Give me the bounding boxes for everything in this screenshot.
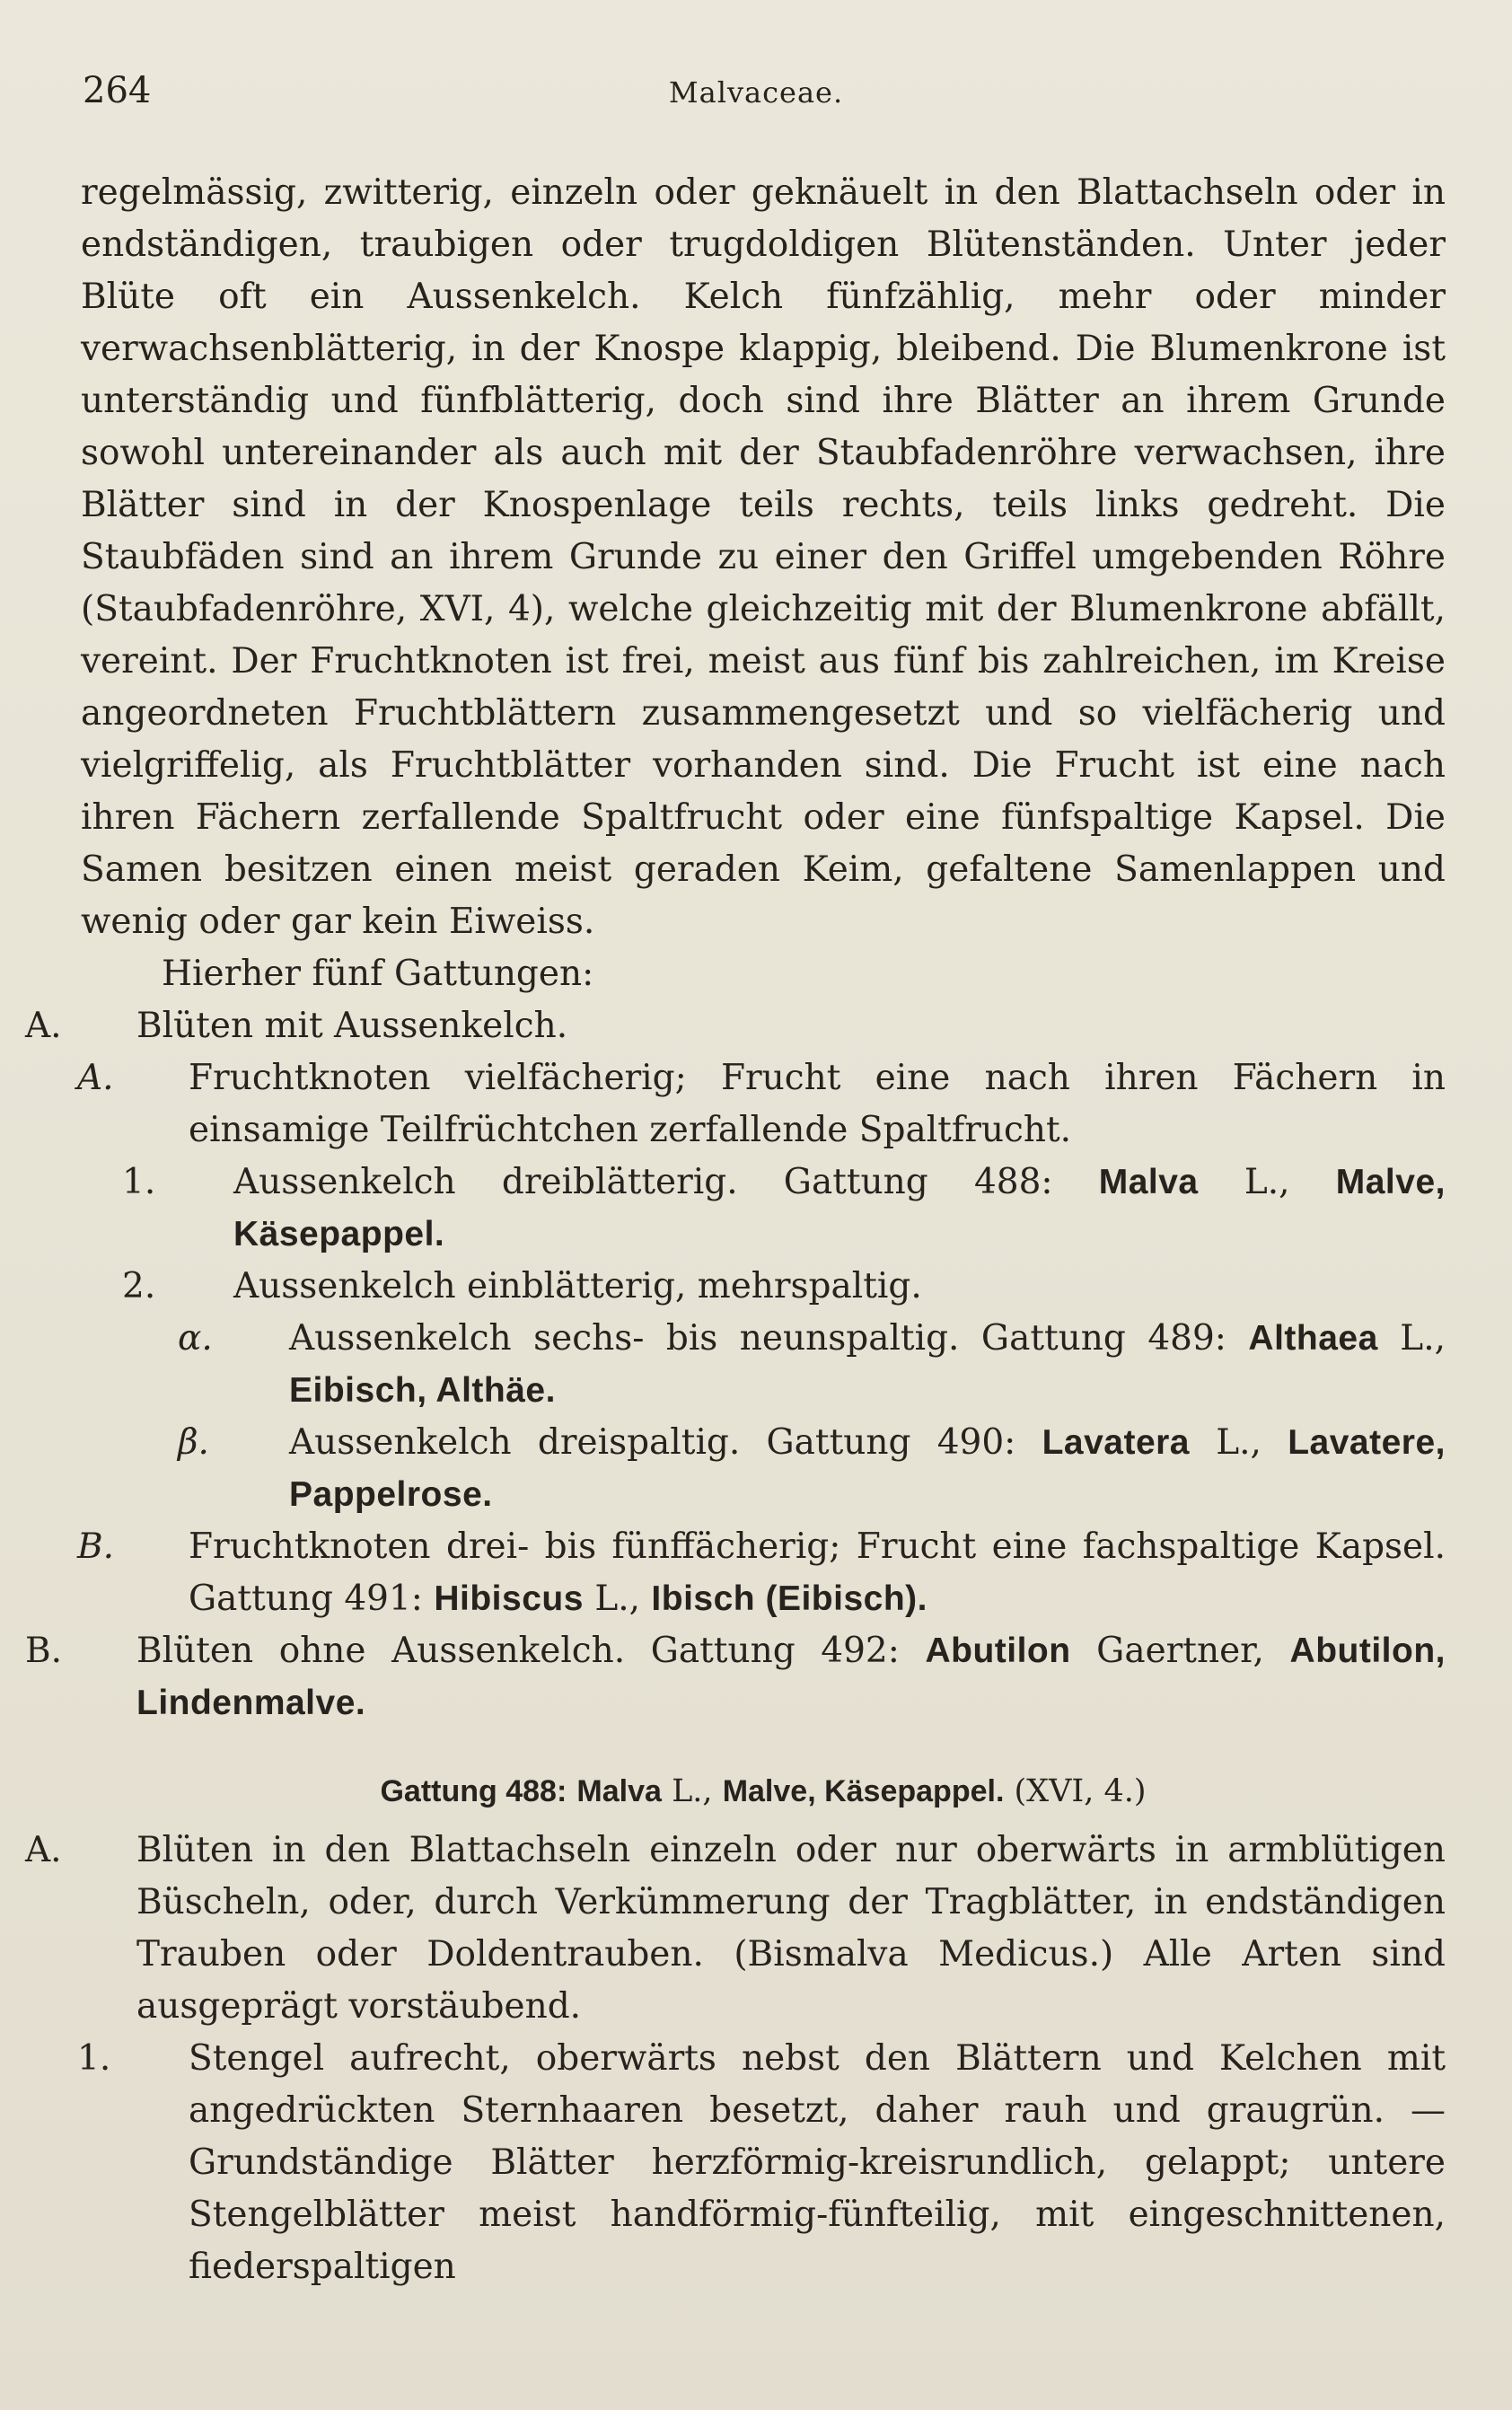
key-label-beta: β. xyxy=(178,1422,209,1463)
common-name-abutilon: Abutilon, Lindenmalve. xyxy=(136,1632,1446,1722)
key-entry-2 xyxy=(122,1261,1446,1313)
author-althaea: L., xyxy=(1400,1318,1446,1359)
species-key-text-1: Stengel aufrecht, oberwärts nebst den Blättern und Kelchen mit angedrückten Sternhaaren besetzt, daher rauh und graugrün. — Grundständige Blätter herzförmig-kreisrundlich, gelappt; untere Stengelblätter meist handförmig-fünfteilig, mit eingeschnittenen, fiederspaltigen xyxy=(189,2038,1446,2287)
key-text-B: Blüten ohne Aussenkelch. Gattung 492: xyxy=(136,1631,900,1671)
species-key-entry-A xyxy=(25,1825,1446,2033)
section-heading xyxy=(81,1765,1446,1817)
author-lavatera: L., xyxy=(1216,1422,1261,1463)
section-gattung-label: Gattung 488: xyxy=(380,1774,567,1808)
author-abutilon: Gaertner, xyxy=(1096,1631,1264,1671)
species-key-label-1: 1. xyxy=(77,2038,111,2079)
key-entry-alpha xyxy=(178,1313,1446,1417)
common-name-malva: Malve, Käsepappel. xyxy=(233,1163,1446,1253)
key-entry-B1 xyxy=(77,1521,1446,1625)
key-text-A: Blüten mit Aussenkelch. xyxy=(136,1006,568,1046)
intro-paragraph: regelmässig, zwitterig, einzeln oder geknäuelt in den Blattachseln oder in endständigen, traubigen oder trugdoldigen Blütenständen. Unter jeder Blüte oft ein Aussenkelch. Kelch fünfzählig, mehr oder minder verwachsenblätterig, in der Knospe klappig, bleibend. Die Blumenkrone ist unterständig und fünfblätterig, doch sind ihre Blätter an ihrem Grunde sowohl untereinander als auch mit der Staubfadenröhre verwachsen, ihre Blätter sind in der Knospenlage teils rechts, teils links gedreht. Die Staubfäden sind an ihrem Grunde zu einer den Griffel umgebenden Röhre (Staubfadenröhre, XVI, 4), welche gleichzeitig mit der Blumenkrone abfällt, vereint. Der Fruchtknoten ist frei, meist aus fünf bis zahlreichen, im Kreise angeordneten Fruchtblättern zusammengesetzt und so vielfächerig und vielgriffelig, als Fruchtblätter vorhanden sind. Die Frucht ist eine nach ihren Fächern zerfallende Spaltfrucht oder eine fünfspaltige Kapsel. Die Samen besitzen einen meist geraden Keim, gefaltene Samenlappen und wenig oder gar kein Eiweiss. xyxy=(81,172,1446,942)
common-name-lavatera: Lavatere, Pappelrose. xyxy=(289,1423,1446,1514)
genus-name-lavatera: Lavatera xyxy=(1042,1423,1190,1462)
key-label-B: B. xyxy=(25,1631,63,1671)
key-label-2: 2. xyxy=(122,1266,156,1306)
page-body xyxy=(25,167,1446,2293)
key-text-A1: Fruchtknoten vielfächerig; Frucht eine nach ihren Fächern in einsamige Teilfrüchtchen zerfallende Spaltfrucht. xyxy=(189,1058,1446,1150)
key-label-A1: A. xyxy=(77,1058,114,1098)
key-entry-B xyxy=(25,1625,1446,1729)
key-text-1: Aussenkelch dreiblätterig. Gattung 488: xyxy=(233,1162,1053,1202)
running-title: Malvaceae. xyxy=(668,75,844,110)
genus-name-abutilon: Abutilon xyxy=(925,1632,1071,1670)
common-name-hibiscus: Ibisch (Eibisch). xyxy=(651,1579,927,1618)
key-entry-A1 xyxy=(77,1052,1446,1157)
section-genus: Malva xyxy=(576,1774,662,1808)
key-text-alpha: Aussenkelch sechs- bis neunspaltig. Gattung 489: xyxy=(289,1318,1226,1359)
key-label-1: 1. xyxy=(122,1162,156,1202)
key-entry-A xyxy=(25,1000,1446,1052)
author-malva: L., xyxy=(1244,1162,1290,1202)
key-text-B1: Fruchtknoten drei- bis fünffächerig; Frucht eine fachspaltige Kapsel. xyxy=(189,1526,1446,1567)
key-text-beta: Aussenkelch dreispaltig. Gattung 490: xyxy=(289,1422,1016,1463)
section-common-name: Malve, Käsepappel. xyxy=(722,1774,1005,1808)
author-hibiscus: L., xyxy=(594,1579,641,1619)
key-label-B1: B. xyxy=(77,1526,115,1567)
species-key-label-A: A. xyxy=(25,1830,62,1870)
genus-name-althaea: Althaea xyxy=(1248,1319,1378,1358)
species-key-text-A: Blüten in den Blattachseln einzeln oder nur oberwärts in armblütigen Büscheln, oder, durch Verkümmerung der Tragblätter, in endständigen Trauben oder Doldentrauben. (Bismalva Medicus.) Alle Arten sind ausgeprägt vorstäubend. xyxy=(136,1830,1446,2027)
key-entry-beta xyxy=(178,1417,1446,1521)
key-text-2: Aussenkelch einblätterig, mehrspaltig. xyxy=(233,1266,922,1306)
species-key-entry-1 xyxy=(77,2033,1446,2293)
genus-name-malva: Malva xyxy=(1098,1163,1199,1201)
gattung-491: Gattung 491: xyxy=(189,1579,423,1619)
key-entry-1 xyxy=(122,1157,1446,1261)
genera-intro: Hierher fünf Gattungen: xyxy=(162,954,594,994)
section-author: L., xyxy=(672,1773,713,1809)
page-header xyxy=(83,70,1429,124)
genus-name-hibiscus: Hibiscus xyxy=(434,1579,584,1618)
common-name-althaea: Eibisch, Althäe. xyxy=(289,1371,556,1410)
key-label-alpha: α. xyxy=(178,1318,213,1359)
section-plate-ref: (XVI, 4.) xyxy=(1014,1773,1147,1809)
page-number: 264 xyxy=(83,70,152,111)
key-label-A: A. xyxy=(25,1006,62,1046)
